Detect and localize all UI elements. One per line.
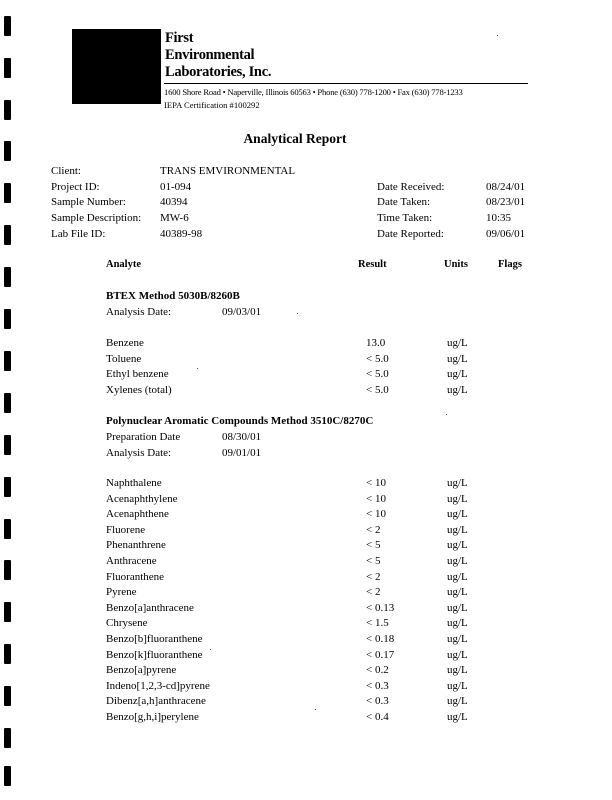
info-value-date-taken: 08/23/01: [486, 196, 526, 208]
units-value: ug/L: [447, 586, 468, 599]
units-value: ug/L: [447, 508, 468, 521]
info-label-project-id: Project ID:: [51, 181, 100, 193]
result-value: < 5.0: [366, 384, 389, 397]
result-value: < 5: [366, 539, 381, 552]
info-value-sample-number: 40394: [160, 196, 188, 208]
column-header-result: Result: [358, 259, 387, 270]
scan-speck: [197, 368, 198, 369]
info-label-date-received: Date Received:: [377, 181, 445, 193]
result-value: < 0.17: [366, 648, 395, 661]
analyte-name: Fluoranthene: [106, 570, 165, 583]
analyte-name: Anthracene: [106, 555, 157, 567]
units-value: ug/L: [447, 337, 468, 349]
analyte-name: Chrysene: [106, 617, 148, 630]
info-label-sample-description: Sample Description:: [51, 212, 142, 224]
result-value: < 10: [366, 492, 386, 505]
company-logo: [72, 29, 161, 104]
units-value: ug/L: [447, 664, 468, 677]
punch-hole-mark: [4, 16, 11, 36]
units-value: ug/L: [447, 711, 468, 723]
column-header-flags: Flags: [498, 259, 522, 270]
company-name-line-3: Laboratories, Inc.: [165, 64, 272, 80]
info-label-date-taken: Date Taken:: [377, 196, 431, 208]
info-value-date-received: 08/24/01: [486, 181, 526, 193]
punch-hole-mark: [4, 58, 11, 78]
units-value: ug/L: [447, 523, 468, 536]
units-value: ug/L: [447, 601, 468, 614]
analyte-name: Dibenz[a,h]anthracene: [106, 695, 206, 708]
scan-speck: [497, 35, 498, 36]
scan-speck: [446, 414, 447, 415]
analyte-name: Acenaphthylene: [106, 492, 178, 505]
punch-hole-mark: [4, 728, 11, 748]
result-value: < 0.3: [366, 695, 389, 708]
punch-hole-mark: [4, 309, 11, 329]
punch-hole-mark: [4, 766, 11, 786]
result-value: < 5.0: [366, 368, 389, 381]
result-value: 13.0: [366, 337, 386, 349]
analyte-name: Benzene: [106, 337, 144, 349]
units-value: ug/L: [447, 384, 468, 397]
scan-speck: [210, 649, 211, 650]
punch-hole-mark: [4, 644, 11, 664]
result-value: < 10: [366, 508, 386, 521]
company-name-line-1: First: [165, 30, 194, 46]
info-value-client: TRANS EMVIRONMENTAL: [160, 165, 296, 177]
company-name-line-2: Environmental: [165, 47, 255, 63]
punch-hole-marks: [4, 0, 14, 800]
company-address: 1600 Shore Road • Naperville, Illinois 60563 • Phone (630) 778-1200 • Fax (630) 778-1233: [164, 87, 463, 97]
result-value: < 1.5: [366, 617, 389, 630]
punch-hole-mark: [4, 183, 11, 203]
units-value: ug/L: [447, 539, 468, 552]
analyte-name: Toluene: [106, 352, 142, 365]
pah-section-title: Polynuclear Aromatic Compounds Method 3510C/8270C: [106, 415, 374, 427]
result-value: < 10: [366, 477, 386, 489]
company-name: [165, 30, 271, 81]
units-value: ug/L: [447, 555, 468, 567]
units-value: ug/L: [447, 679, 468, 692]
punch-hole-mark: [4, 351, 11, 371]
result-value: < 0.4: [366, 711, 389, 723]
units-value: ug/L: [447, 352, 468, 365]
column-header-analyte: Analyte: [106, 259, 141, 270]
info-label-lab-file-id: Lab File ID:: [51, 228, 106, 240]
units-value: ug/L: [447, 617, 468, 630]
result-value: < 0.18: [366, 633, 395, 645]
analyte-name: Ethyl benzene: [106, 368, 169, 381]
result-value: < 2: [366, 586, 381, 599]
pah-analysis-date-label: Analysis Date:: [106, 447, 172, 459]
punch-hole-mark: [4, 225, 11, 245]
result-value: < 0.13: [366, 601, 395, 614]
info-label-date-reported: Date Reported:: [377, 228, 444, 240]
analyte-name: Indeno[1,2,3-cd]pyrene: [106, 679, 210, 692]
analyte-name: Naphthalene: [106, 477, 162, 489]
analyte-name: Pyrene: [106, 586, 137, 599]
units-value: ug/L: [447, 492, 468, 505]
punch-hole-mark: [4, 602, 11, 622]
scan-speck: [315, 709, 316, 710]
analyte-name: Benzo[k]fluoranthene: [106, 648, 203, 661]
btex-analysis-date: 09/03/01: [222, 306, 262, 318]
units-value: ug/L: [447, 477, 468, 489]
units-value: ug/L: [447, 695, 468, 708]
btex-analysis-date-label: Analysis Date:: [106, 306, 172, 318]
scan-speck: [297, 313, 298, 314]
punch-hole-mark: [4, 100, 11, 120]
info-label-client: Client:: [51, 165, 81, 177]
info-value-lab-file-id: 40389-98: [160, 228, 203, 240]
analyte-name: Fluorene: [106, 523, 146, 536]
pah-preparation-date: 08/30/01: [222, 431, 262, 443]
pah-preparation-date-label: Preparation Date: [106, 431, 181, 443]
units-value: ug/L: [447, 570, 468, 583]
units-value: ug/L: [447, 368, 468, 381]
analyte-name: Benzo[a]anthracene: [106, 601, 194, 614]
units-value: ug/L: [447, 633, 468, 645]
info-value-date-reported: 09/06/01: [486, 228, 526, 240]
analyte-name: Phenanthrene: [106, 539, 166, 552]
analyte-name: Acenaphthene: [106, 508, 169, 521]
info-value-time-taken: 10:35: [486, 212, 512, 224]
punch-hole-mark: [4, 393, 11, 413]
analyte-name: Benzo[g,h,i]perylene: [106, 711, 199, 723]
analyte-name: Xylenes (total): [106, 384, 172, 397]
result-value: < 0.3: [366, 679, 389, 692]
header-rule: [164, 83, 528, 84]
punch-hole-mark: [4, 686, 11, 706]
report-title: Analytical Report: [243, 131, 347, 146]
units-value: ug/L: [447, 648, 468, 661]
pah-analysis-date: 09/01/01: [222, 447, 262, 459]
result-value: < 5.0: [366, 352, 389, 365]
certification-number: IEPA Certification #100292: [164, 100, 260, 110]
result-value: < 2: [366, 570, 381, 583]
info-value-sample-description: MW-6: [160, 212, 189, 224]
result-value: < 2: [366, 523, 381, 536]
result-value: < 5: [366, 555, 381, 567]
info-label-sample-number: Sample Number:: [51, 196, 126, 208]
info-value-project-id: 01-094: [160, 181, 192, 193]
result-value: < 0.2: [366, 664, 389, 677]
btex-section-title: BTEX Method 5030B/8260B: [106, 290, 240, 302]
analyte-name: Benzo[a]pyrene: [106, 664, 177, 677]
info-label-time-taken: Time Taken:: [377, 212, 433, 224]
punch-hole-mark: [4, 477, 11, 497]
punch-hole-mark: [4, 267, 11, 287]
punch-hole-mark: [4, 435, 11, 455]
column-header-units: Units: [444, 259, 468, 270]
analyte-name: Benzo[b]fluoranthene: [106, 633, 203, 645]
punch-hole-mark: [4, 560, 11, 580]
punch-hole-mark: [4, 519, 11, 539]
